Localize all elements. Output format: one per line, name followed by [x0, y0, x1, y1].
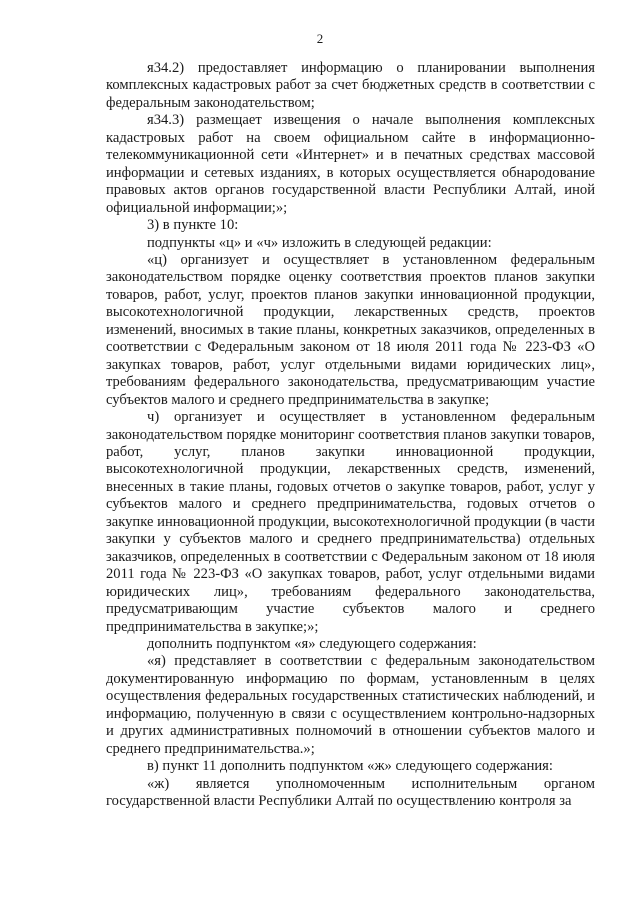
page-number: 2 — [316, 31, 324, 46]
paragraph-ch: ч) организует и осуществляет в установленном федеральным законодательством порядке мониторинг соответствия планов закупки товаров, работ, услуг, планов закупки инновационной продукции, высокотехнологичной продукции, лекарственных средств, изменений, внесенных в такие планы, годовых отчетов о закупке товаров, работ, услуг у субъектов малого и среднего предпринимательства, годовых отчетов о закупке инновационной продукции, высокотехнологичной продукции (в части закупки у субъектов малого и среднего предпринимательства) отдельных заказчиков, определенных в соответствии с Федеральным законом от 18 июля 2011 года № 223-ФЗ «О закупках товаров, работ, услуг отдельными видами юридических лиц», требованиям федерального законодательства, предусматривающим участие субъектов малого и среднего предпринимательства в закупке;»; — [106, 409, 595, 635]
paragraph-item-3: 3) в пункте 10: — [147, 217, 239, 234]
paragraph-add-ya: дополнить подпунктом «я» следующего содержания: — [147, 635, 477, 652]
document-body — [106, 60, 595, 810]
paragraph-zh: «ж) является уполномоченным исполнительным органом государственной власти Республики Алтай по осуществлению контроля за — [106, 775, 595, 810]
paragraph-ya34-3: я34.3) размещает извещения о начале выполнения комплексных кадастровых работ на своем официальном сайте в информационно-телекоммуникационной сети «Интернет» и в печатных средствах массовой информации и сетевых изданиях, в которых осуществляется обнародование правовых актов органов государственной власти Республики Алтай, иной официальной информации;»; — [106, 112, 595, 216]
paragraph-subitems-ts-ch: подпункты «ц» и «ч» изложить в следующей редакции: — [147, 234, 492, 251]
paragraph-ts: «ц) организует и осуществляет в установленном федеральным законодательством порядке оценку соответствия проектов планов закупки товаров, работ, услуг, проектов планов закупки инновационной продукции, высокотехнологичной продукции, лекарственных средств, проектов изменений, вносимых в такие планы, конкретных заказчиков, определенных в соответствии с Федеральным законом от 18 июля 2011 года № 223-ФЗ «О закупках товаров, работ, услуг отдельными видами юридических лиц», требованиям федерального законодательства, предусматривающим участие субъектов малого и среднего предпринимательства в закупке; — [106, 251, 595, 408]
paragraph-ya: «я) представляет в соответствии с федеральным законодательством документированную информацию по формам, установленным в целях осуществления федеральных государственных статистических наблюдений, и информацию, полученную в связи с осуществлением контрольно-надзорных и других административных полномочий в отношении субъектов малого и среднего предпринимательства.»; — [106, 653, 595, 757]
paragraph-item-11: в) пункт 11 дополнить подпунктом «ж» следующего содержания: — [147, 758, 553, 775]
paragraph-ya34-2: я34.2) предоставляет информацию о планировании выполнения комплексных кадастровых работ за счет бюджетных средств в соответствии с федеральным законодательством; — [106, 60, 595, 111]
